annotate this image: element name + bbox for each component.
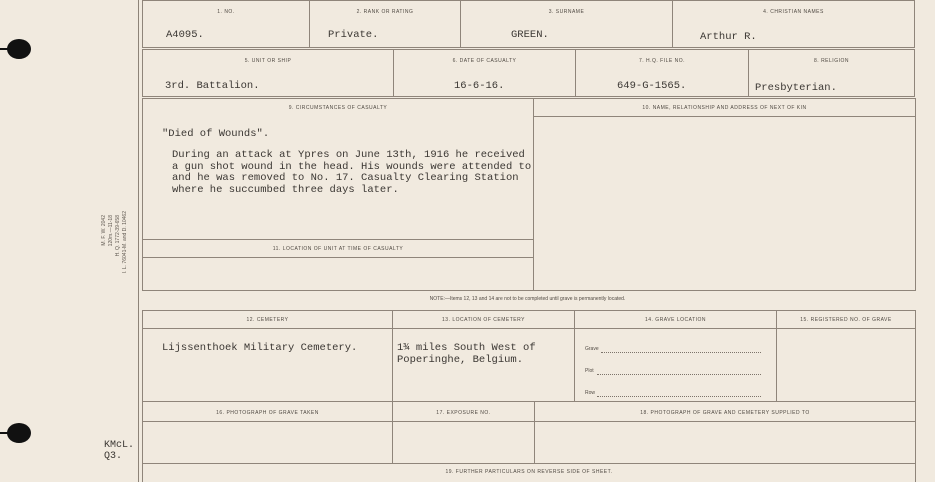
field-unit-value: 3rd. Battalion. [165,80,260,92]
field-photo-supplied [534,401,916,464]
registered-no-rule [777,327,915,329]
row-line [597,395,761,397]
field-location-cemetery [392,310,575,402]
field-cemetery-value: Lijssenthoek Military Cemetery. [162,342,358,354]
field-circumstances [142,98,534,240]
field-hq-file [575,49,749,97]
field-photo-grave-label: 16. PHOTOGRAPH OF GRAVE TAKEN [216,410,319,416]
field-hq-file-label: 7. H.Q. FILE NO. [638,58,686,64]
field-registered-no [776,310,916,402]
plot-line-label: Plot [585,368,594,374]
photo-supplied-rule [535,420,915,422]
field-surname [460,0,673,48]
field-christian-names-label: 4. CHRISTIAN NAMES [763,9,824,15]
field-circumstances-label: 9. CIRCUMSTANCES OF CASUALTY [288,105,388,111]
field-photo-supplied-label: 18. PHOTOGRAPH OF GRAVE AND CEMETERY SUPPLIED TO [640,410,810,416]
side-print-1: M. F. W. 2042 [101,215,107,246]
field-location-unit-label: 11. LOCATION OF UNIT AT TIME OF CASUALTY [272,246,404,252]
field-circumstances-detail: During an attack at Ypres on June 13th, 1916 he received a gun shot wound in the head. His wounds were attended to and he was removed to No. 17. Casualty Clearing Station where he succumbed three days later. [172,149,532,196]
field-cemetery [142,310,393,402]
field-hq-file-value: 649-G-1565. [617,80,687,92]
field-exposure-no [392,401,535,464]
punch-hole-top [7,39,31,59]
field-registered-no-label: 15. REGISTERED NO. OF GRAVE [800,317,892,323]
photo-grave-rule [143,420,392,422]
field-religion-value: Presbyterian. [755,82,837,94]
exposure-no-rule [393,420,534,422]
field-circumstances-value: "Died of Wounds". [162,128,270,140]
field-further-particulars-label: 19. FURTHER PARTICULARS ON REVERSE SIDE OF SHEET. [445,469,613,475]
grave-location-rule [575,327,776,329]
field-grave-location [574,310,777,402]
field-location-cemetery-value: 1¾ miles South West of Poperinghe, Belgium. [397,342,536,366]
plot-line [597,373,761,375]
grave-line [601,351,761,353]
field-photo-grave [142,401,393,464]
field-grave-location-label: 14. GRAVE LOCATION [644,317,707,323]
location-cemetery-rule [393,327,574,329]
field-christian-names [672,0,915,48]
field-next-of-kin [533,98,916,291]
field-religion [748,49,915,97]
location-unit-rule [143,256,533,258]
field-further-particulars [142,463,916,482]
side-print-4: I. L. 76041-M. and D. 10462 [122,211,128,274]
completion-note: NOTE:—Items 12, 13 and 14 are not to be completed until grave is permanently located. [429,296,626,302]
field-location-cemetery-label: 13. LOCATION OF CEMETERY [442,317,525,323]
form-printing-code [101,211,141,285]
field-unit [142,49,394,97]
field-date-casualty [393,49,576,97]
field-number-label: 1. NO. [217,9,235,15]
initials-stamp [104,440,134,462]
form-grid [138,0,916,482]
field-rank-label: 2. RANK OR RATING [356,9,414,15]
field-location-unit [142,239,534,291]
field-unit-label: 5. UNIT OR SHIP [244,58,292,64]
field-cemetery-label: 12. CEMETERY [246,317,289,323]
field-date-casualty-value: 16-6-16. [454,80,505,92]
field-surname-label: 3. SURNAME [548,9,585,15]
field-rank [309,0,461,48]
initials-line-1: KMcL. [104,440,135,451]
field-next-of-kin-label: 10. NAME, RELATIONSHIP AND ADDRESS OF NEXT OF KIN [642,105,807,111]
row-line-label: Row [585,390,596,396]
field-christian-names-value: Arthur R. [700,31,757,43]
initials-line-2: Q3. [104,451,123,462]
field-number [142,0,310,48]
field-rank-value: Private. [328,29,379,41]
field-exposure-no-label: 17. EXPOSURE NO. [436,410,491,416]
punch-hole-bottom [7,423,31,443]
field-religion-label: 8. RELIGION [814,58,849,64]
field-date-casualty-label: 6. DATE OF CASUALTY [452,58,517,64]
next-of-kin-rule [534,115,915,117]
side-print-3: H. Q. 1772-39-658 [115,215,121,257]
cemetery-rule [143,327,392,329]
grave-line-label: Grave [585,346,599,352]
field-surname-value: GREEN. [511,29,549,41]
field-number-value: A4095. [166,29,204,41]
side-print-2: 120m.—11-18 [108,215,114,247]
